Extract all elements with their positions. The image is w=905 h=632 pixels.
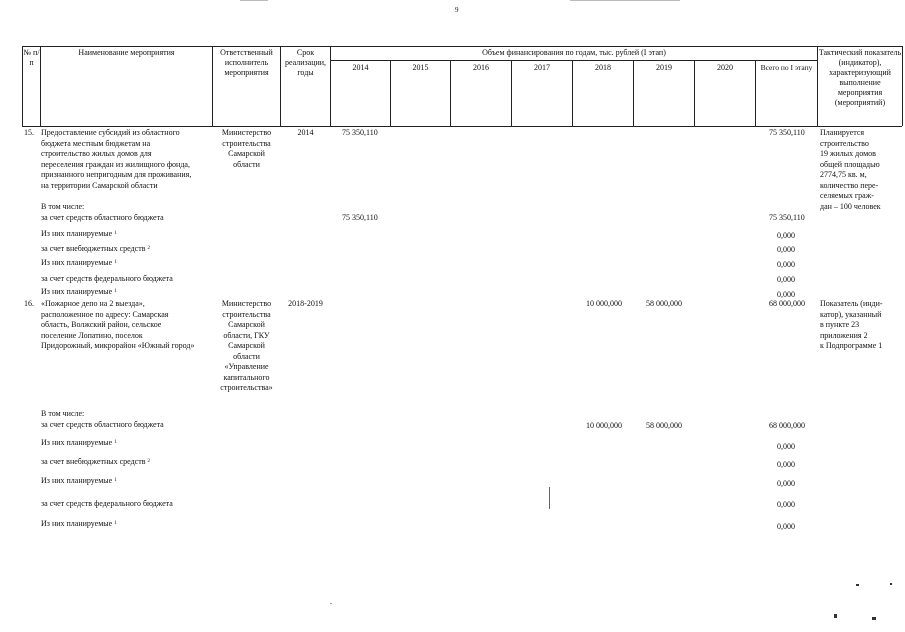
funding-value-2018: 10 000,000 bbox=[586, 421, 622, 430]
item-name-line: на территории Самарской области bbox=[41, 180, 158, 190]
funding-source-label: за счет внебюджетных средств $^2$ bbox=[41, 457, 151, 466]
responsible-line: строительства bbox=[222, 138, 271, 148]
funding-source-label: за счет внебюджетных средств $^2$ bbox=[41, 244, 151, 253]
funding-value-total: 0,000 bbox=[777, 231, 795, 240]
funding-source-label: Из них планируемые $^1$ bbox=[41, 287, 117, 296]
item-name-line: строительство жилых домов для bbox=[41, 149, 152, 158]
value-total: 75 350,110 bbox=[769, 128, 805, 137]
funding-value-total: 0,000 bbox=[777, 290, 795, 299]
responsible-line: Министерство bbox=[221, 299, 272, 308]
indicator-line: дан – 100 человек bbox=[820, 201, 881, 211]
col-header-number: № п/п bbox=[23, 48, 40, 67]
col-header-name: Наименование мероприятия bbox=[78, 48, 175, 57]
scan-artifact-line bbox=[549, 487, 550, 509]
indicator-line: общей площадью bbox=[820, 159, 880, 169]
scan-artifact-dot bbox=[890, 583, 892, 585]
item-name-line: расположенное по адресу: Самарская bbox=[41, 309, 169, 319]
funding-value-total: 0,000 bbox=[777, 479, 795, 488]
responsible-line: Самарской bbox=[228, 341, 265, 350]
funding-value-total: 0,000 bbox=[777, 460, 795, 469]
col-header-year-2017: 2017 bbox=[534, 63, 550, 72]
term-value: 2018-2019 bbox=[288, 299, 323, 308]
funding-value-total: 0,000 bbox=[777, 275, 795, 284]
indicator-line: к Подпрограмме 1 bbox=[820, 341, 883, 350]
col-header-year-2014: 2014 bbox=[352, 63, 369, 72]
item-name-line: поселение Лопатино, поселок bbox=[41, 330, 143, 340]
scan-artifact-dot bbox=[834, 614, 837, 618]
responsible-line: капитального bbox=[223, 372, 270, 382]
scan-artifact-dot bbox=[856, 584, 859, 586]
col-header-year-2016: 2016 bbox=[473, 63, 489, 72]
funding-value-total: 0,000 bbox=[777, 260, 795, 269]
funding-value-total: 68 000,000 bbox=[769, 421, 805, 430]
item-number: 16. bbox=[24, 299, 34, 308]
scan-artifact-dot bbox=[330, 603, 332, 604]
col-header-year-2020: 2020 bbox=[717, 63, 733, 72]
funding-source-label: Из них планируемые $^1$ bbox=[41, 476, 117, 485]
col-header-year-2019: 2019 bbox=[656, 63, 672, 72]
item-number: 15. bbox=[24, 128, 34, 137]
responsible-line: Самарской bbox=[228, 149, 265, 158]
indicator-line: строительство bbox=[820, 138, 869, 148]
col-header-year-2018: 2018 bbox=[595, 63, 611, 72]
responsible-line: строительства bbox=[222, 309, 271, 319]
funding-value-2019: 58 000,000 bbox=[646, 421, 682, 430]
scan-artifact-dot bbox=[872, 617, 876, 620]
item-name-line: бюджета местным бюджетам на bbox=[41, 138, 151, 148]
indicator-line: в пункте 23 bbox=[820, 320, 860, 329]
item-name-line: переселения граждан из жилищного фонда, bbox=[41, 159, 190, 169]
responsible-line: Самарской bbox=[228, 320, 265, 329]
funding-value-total: 0,000 bbox=[777, 500, 795, 509]
item-name-line: область, Волжский район, сельское bbox=[41, 320, 162, 329]
col-header-year-2015: 2015 bbox=[412, 63, 429, 72]
indicator-line: катор), указанный bbox=[820, 309, 882, 319]
col-header-total: Всего по I этапу bbox=[760, 63, 813, 72]
indicator-line: 19 жилых домов bbox=[820, 149, 876, 158]
including-label: В том числе: bbox=[41, 201, 85, 211]
scan-mark-top-left bbox=[240, 0, 268, 1]
funding-value-total: 0,000 bbox=[777, 522, 795, 531]
indicator-line: селяемых граж- bbox=[820, 191, 874, 200]
scan-mark-top-right bbox=[570, 0, 680, 1]
term-value: 2014 bbox=[297, 128, 314, 137]
item-name-line: Предоставление субсидий из областного bbox=[41, 128, 180, 137]
funding-value-total: 0,000 bbox=[777, 245, 795, 254]
col-header-indicator: Тактический показатель (индикатор), характеризующий выполнение мероприятия (мероприятий) bbox=[818, 48, 902, 107]
responsible-line: области bbox=[233, 159, 260, 169]
indicator-line: Планируется bbox=[820, 128, 865, 137]
indicator-line: количество пере- bbox=[820, 180, 879, 190]
item-name-line: признанного непригодным для проживания, bbox=[41, 170, 192, 179]
funding-value-total: 75 350,110 bbox=[769, 213, 805, 222]
value-2019: 58 000,000 bbox=[646, 299, 682, 308]
item-name-line: «Пожарное депо на 2 выезда», bbox=[41, 299, 145, 308]
indicator-line: 2774,75 кв. м, bbox=[820, 170, 867, 179]
funding-source-label: за счет средств федерального бюджета bbox=[41, 499, 173, 508]
indicator-line: приложения 2 bbox=[820, 330, 868, 340]
responsible-line: области bbox=[233, 351, 260, 361]
value-2018: 10 000,000 bbox=[586, 299, 622, 308]
including-label: В том числе: bbox=[41, 409, 85, 418]
responsible-line: «Управление bbox=[224, 362, 269, 371]
responsible-line: Министерство bbox=[221, 128, 272, 137]
col-header-responsible: Ответственный исполнитель мероприятия bbox=[220, 48, 273, 77]
indicator-line: Показатель (инди- bbox=[820, 299, 883, 308]
funding-value-2014: 75 350,110 bbox=[342, 213, 378, 222]
funding-source-label: Из них планируемые $^1$ bbox=[41, 229, 117, 238]
funding-source-label: за счет средств федерального бюджета bbox=[41, 274, 173, 283]
funding-source-label: Из них планируемые $^1$ bbox=[41, 438, 117, 447]
col-header-term: Срок реализации, годы bbox=[284, 48, 327, 77]
funding-source-label: Из них планируемые $^1$ bbox=[41, 519, 117, 528]
funding-source-label: за счет средств областного бюджета bbox=[41, 213, 164, 222]
responsible-line: области, ГКУ bbox=[223, 330, 270, 340]
item-name-line: Придорожный, микрорайон «Южный город» bbox=[41, 341, 195, 350]
page-number: 9 bbox=[455, 6, 459, 14]
responsible-line: строительства» bbox=[220, 383, 273, 392]
value-2014: 75 350,110 bbox=[342, 128, 378, 137]
funding-source-label: за счет средств областного бюджета bbox=[41, 420, 164, 429]
col-header-financing: Объем финансирования по годам, тыс. рублей (I этап) bbox=[482, 48, 666, 57]
funding-value-total: 0,000 bbox=[777, 442, 795, 451]
value-total: 68 000,000 bbox=[769, 299, 805, 308]
funding-source-label: Из них планируемые $^1$ bbox=[41, 258, 117, 267]
